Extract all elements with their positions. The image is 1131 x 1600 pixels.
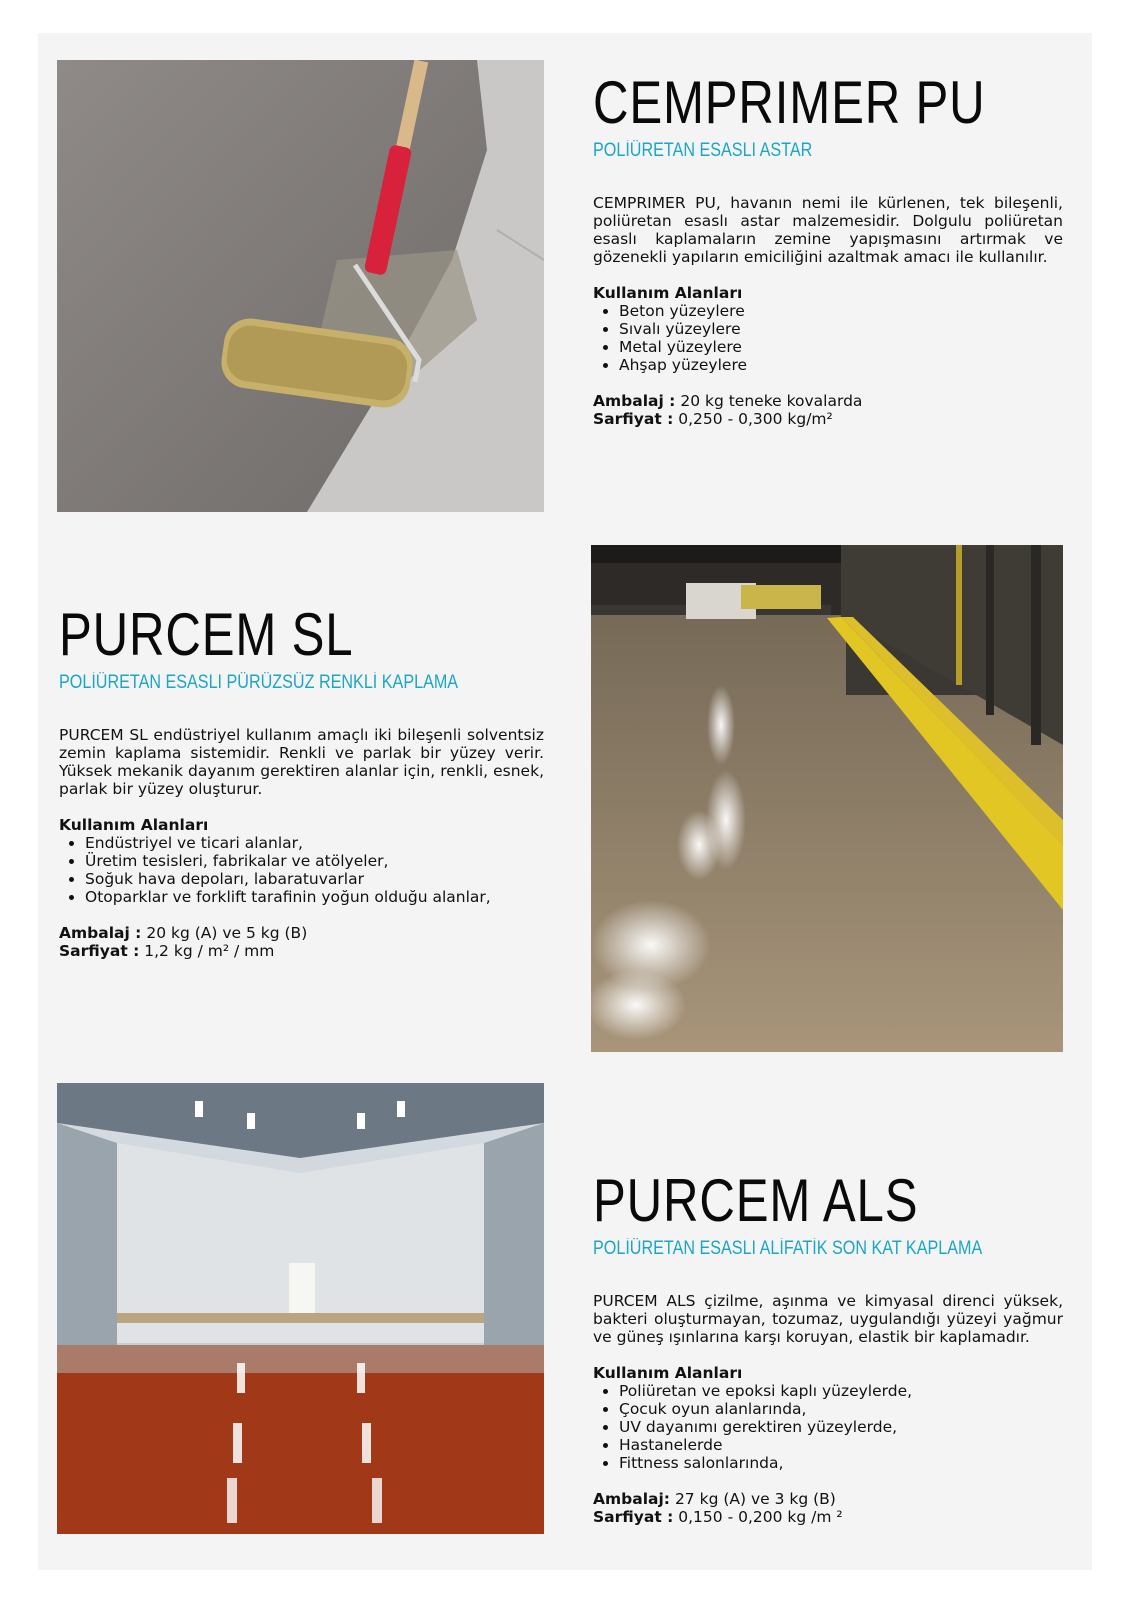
- product-subtitle: POLİÜRETAN ESASLI ASTAR: [593, 140, 813, 161]
- product-purcem-sl: [59, 601, 544, 960]
- roller-on-concrete-photo: [57, 60, 544, 512]
- usage-list: [59, 834, 544, 906]
- usage-title: Kullanım Alanları: [593, 1364, 743, 1382]
- list-item: • Sıvalı yüzeylere: [619, 320, 1063, 338]
- packaging-line: [59, 924, 544, 942]
- consumption-line: [593, 410, 1063, 428]
- product-description: CEMPRIMER PU, havanın nemi ile kürlenen, tek bileşenli, poliüretan esaslı astar malzemesidir. Dolgulu poliüretan esaslı kaplamaların zemine yapışmasını artırmak ve gözenekli yapıların emiciliğini azaltmak amacı ile kullanılır.: [593, 194, 1063, 266]
- packaging-label: Ambalaj :: [593, 392, 676, 410]
- product-subtitle: POLİÜRETAN ESASLI PÜRÜZSÜZ RENKLİ KAPLAMA: [59, 672, 459, 693]
- packaging-value: 20 kg (A) ve 5 kg (B): [146, 924, 308, 942]
- list-item: • Ahşap yüzeylere: [619, 356, 1063, 374]
- list-item: • Otoparklar ve forklift tarafinin yoğun olduğu alanlar,: [85, 888, 544, 906]
- list-item: • Hastanelerde: [619, 1436, 1063, 1454]
- consumption-value: 0,150 - 0,200 kg /m ²: [678, 1508, 843, 1526]
- packaging-line: [593, 392, 1063, 410]
- packaging-value: 27 kg (A) ve 3 kg (B): [674, 1490, 836, 1508]
- product-title: PURCEM SL: [59, 601, 354, 668]
- list-item: • Üretim tesisleri, fabrikalar ve atölyeler,: [85, 852, 544, 870]
- product-cemprimer-pu: [593, 69, 1063, 428]
- packaging-line: [593, 1490, 1063, 1508]
- consumption-value: 0,250 - 0,300 kg/m²: [678, 410, 833, 428]
- consumption-label: Sarfiyat :: [593, 1508, 674, 1526]
- product-title: CEMPRIMER PU: [593, 69, 986, 136]
- list-item: • Çocuk oyun alanlarında,: [619, 1400, 1063, 1418]
- product-purcem-als: [593, 1167, 1063, 1526]
- usage-title: Kullanım Alanları: [593, 284, 743, 302]
- list-item: • Metal yüzeylere: [619, 338, 1063, 356]
- factory-floor-photo: [591, 545, 1063, 1052]
- consumption-label: Sarfiyat :: [59, 942, 140, 960]
- product-description: PURCEM ALS çizilme, aşınma ve kimyasal direnci yüksek, bakteri oluşturmayan, tozumaz, uygulandığı yüzeyi yağmur ve güneş ışınlarına karşı koruyan, elastik bir kaplamadır.: [593, 1292, 1063, 1346]
- list-item: • UV dayanımı gerektiren yüzeylerde,: [619, 1418, 1063, 1436]
- packaging-label: Ambalaj:: [593, 1490, 670, 1508]
- consumption-line: [593, 1508, 1063, 1526]
- product-subtitle: POLİÜRETAN ESASLI ALİFATİK SON KAT KAPLAMA: [593, 1238, 983, 1259]
- list-item: • Endüstriyel ve ticari alanlar,: [85, 834, 544, 852]
- warehouse-floor-photo: [57, 1083, 544, 1534]
- packaging-label: Ambalaj :: [59, 924, 142, 942]
- product-description: PURCEM SL endüstriyel kullanım amaçlı iki bileşenli solventsiz zemin kaplama sistemidir. Renkli ve parlak bir yüzey verir. Yüksek mekanik dayanım gerektiren alanlar için, renkli, esnek, parlak bir yüzey oluşturur.: [59, 726, 544, 798]
- list-item: • Soğuk hava depoları, labaratuvarlar: [85, 870, 544, 888]
- list-item: • Fittness salonlarında,: [619, 1454, 1063, 1472]
- consumption-label: Sarfiyat :: [593, 410, 674, 428]
- product-title: PURCEM ALS: [593, 1167, 919, 1234]
- usage-list: [593, 302, 1063, 374]
- list-item: • Poliüretan ve epoksi kaplı yüzeylerde,: [619, 1382, 1063, 1400]
- consumption-value: 1,2 kg / m² / mm: [144, 942, 275, 960]
- packaging-value: 20 kg teneke kovalarda: [680, 392, 863, 410]
- usage-title: Kullanım Alanları: [59, 816, 209, 834]
- consumption-line: [59, 942, 544, 960]
- list-item: • Beton yüzeylere: [619, 302, 1063, 320]
- usage-list: [593, 1382, 1063, 1472]
